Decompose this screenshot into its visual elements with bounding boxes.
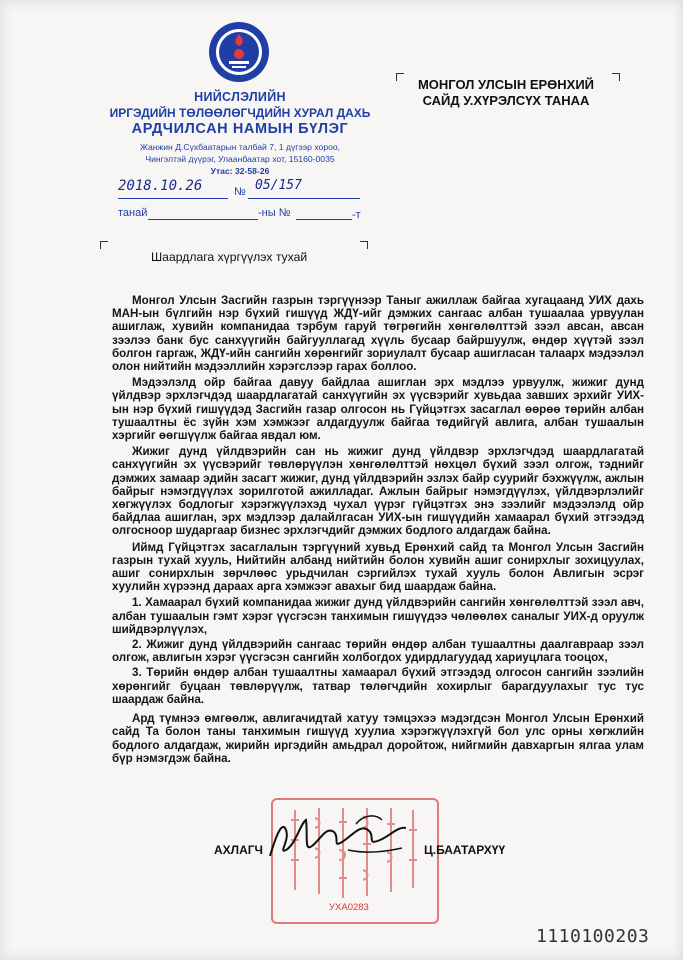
ny-underline <box>296 219 352 220</box>
number-underline <box>248 198 360 199</box>
body-paragraph-1: Монгол Улсын Засгийн газрын тэргүүнээр Таныг ажиллаж байгаа хугацаанд УИХ дахь МАН-ын бүлгийн нэр бүхий гишүүд ЖДҮ-ийг дэмжих сангаас албан тушаалаа урвуулан ашиглаж, хувийн компанидаа тэрбум гаруй төгрөгийн хөнгөлөлттэй зээл авсан, авсан зээлээ банк бус санхүүгийн байгууллагад хүүль бусаар байршуулж, өндөр хүүтэй зээл болгон гаргаж, ЖДҮ-ийн сангийн хөрөнгийг зориулалт бусаар ашигласан талаарх мэдээлэл олон нийтийн мэдээллийн хэрэгслээр гарах боллоо. <box>112 294 644 374</box>
recipient-line1: МОНГОЛ УЛСЫН ЕРӨНХИЙ <box>417 77 595 92</box>
ny-label: -ны № <box>258 207 291 219</box>
body-paragraph-3: Жижиг дунд үйлдвэрийн сан нь жижиг дунд үйлдвэр эрхлэгчдэд шаардлагатай санхүүгийн эх үүсвэрийг төвлөрүүлэн хөнгөлөлттэй нөхцөл бүхий зээл олгож, тэднийг дэмжих замаар эдийн засагт жижиг, дунд үйлдвэрийн эзлэх байр суурийг бэхжүүлж, ажлын байрыг нэмэгдүүлэх зорилготой ажилладаг. Ажлын байрыг нэмэгдүүлэх, үйлдвэрлэлийг хөгжүүлэх бодлогыг хэрэгжүүлэхэд чухал үүрэг гүйцэтгэх энэ зээлийг мэдээлэлд ойр байдлаа ашиглан, эрх мэдлээр далайлгасан УИХ-ын гишүүдийн хамаарал бүхий этгээдэд олгосноор шударгаар бизнес эрхлэгчдийг дэмжих бодлого алдагдаж байна. <box>112 445 644 538</box>
demand-item-1: 1. Хамаарал бүхий компанидаа жижиг дунд үйлдвэрийн сангийн хөнгөлөлттэй зээл авч, албан тушаалын гэмт хэрэг үүсгэсэн танхимын гишүүдээ чөлөөлөх саналыг УИХ-д оруулж шийдвэрлүүлэх, <box>112 596 644 636</box>
org-name-line2: ИРГЭДИЙН ТӨЛӨӨЛӨГЧДИЙН ХУРАЛ ДАХЬ <box>109 106 371 120</box>
letter-body <box>112 294 644 768</box>
subject-corner-tl <box>100 241 108 249</box>
registration-number: 1110100203 <box>536 926 650 947</box>
body-paragraph-4: Иймд Гүйцэтгэх засаглалын тэргүүний хувьд Ерөнхий сайд та Монгол Улсын Засгийн газрын тухай хууль, Нийтийн албанд нийтийн болон хувийн ашиг сонирхлыг зохицуулах, ашиг сонирхлын зөрчлөөс урьдчилан сэргийлэх тухай хууль болон Авлигын эсрэг хуулийн хүрээнд дараах арга хэмжээг авахыг бид шаардаж байна. <box>112 540 644 594</box>
handwritten-signature <box>256 806 426 866</box>
recipient-block <box>396 77 616 109</box>
number-label: № <box>234 186 246 198</box>
body-paragraph-5: Ард түмнээ өмгөөлж, авлигачидтай хатуу тэмцэхээ мэдэгдсэн Монгол Улсын Ерөнхий сайд Та болон таны танхимын гишүүд хуулиа хэрэгжүүлэхгүй бол улс орны хөгжлийн бодлого алдагдаж, жирийн иргэдийн амьдрал доройтож, нийгмийн давхаргын ялгаа улам бүр нэмэгдэж байна. <box>112 712 644 765</box>
org-name-line3: АРДЧИЛСАН НАМЫН БҮЛЭГ <box>131 121 349 137</box>
letter-subject: Шаардлага хүргүүлэх тухай <box>151 250 308 264</box>
demand-item-2: 2. Жижиг дунд үйлдвэрийн сангаас төрийн өндөр албан тушаалтны даалгавраар зээл олгож, авлигын хэрэг үүсгэсэн сангийн холбогдох удирдлагуудад хариуцлага тооцох, <box>112 638 644 665</box>
demand-item-3: 3. Төрийн өндөр албан тушаалтны хамаарал бүхий этгээдэд олгосон сангийн зээлийн хөрөнгийг буцаан төвлөрүүлж, татвар төлөгчдийн хохирлыг барагдуулахыг тус тус шаардаж байна. <box>112 666 644 706</box>
address-line2: Чингэлтэй дүүрэг, Улаанбаатар хот, 15160-0035 <box>145 154 335 164</box>
phone-line: Утас: 32-58-26 <box>210 166 270 176</box>
signatory-title: АХЛАГЧ <box>214 843 263 857</box>
subject-corner-tr <box>360 241 368 249</box>
number-handwritten: 05/157 <box>255 178 302 193</box>
party-logo-icon <box>207 20 271 84</box>
tanai-label: танай <box>118 207 148 219</box>
address-line1: Жанжин Д.Сүхбаатарын талбай 7, 1 дүгээр хороо, <box>139 142 341 152</box>
signatory-name: Ц.БААТАРХҮҮ <box>424 843 506 857</box>
t-label: -т <box>352 209 361 221</box>
org-name-line1: НИЙСЛЭЛИЙН <box>194 90 286 104</box>
recipient-line2: САЙД У.ХҮРЭЛСҮХ ТАНАА <box>422 93 590 108</box>
body-paragraph-2: Мэдээлэлд ойр байгаа давуу байдлаа ашиглан эрх мэдлээ урвуулж, жижиг дунд үйлдвэр эрхлэгчдэд шаардлагатай санхүүгийн эх үүсвэрийг хувьдаа завших эрхийг УИХ-ын нэр бүхий гишүүдэд Засгийн газар олгосон нь Гүйцэтгэх засаглал өөрөө төрийн албан тушаалтны ёс зүйн хэм хэмжээг алдагдуулж байгаа төдийгүй авлига, албан тушаалын хэргийг өөгшүүлж байгаа явдал юм. <box>112 376 644 443</box>
tanai-underline <box>148 219 258 220</box>
date-handwritten: 2018.10.26 <box>118 178 203 194</box>
date-underline <box>118 198 228 199</box>
stamp-code: УХА0283 <box>329 902 369 913</box>
